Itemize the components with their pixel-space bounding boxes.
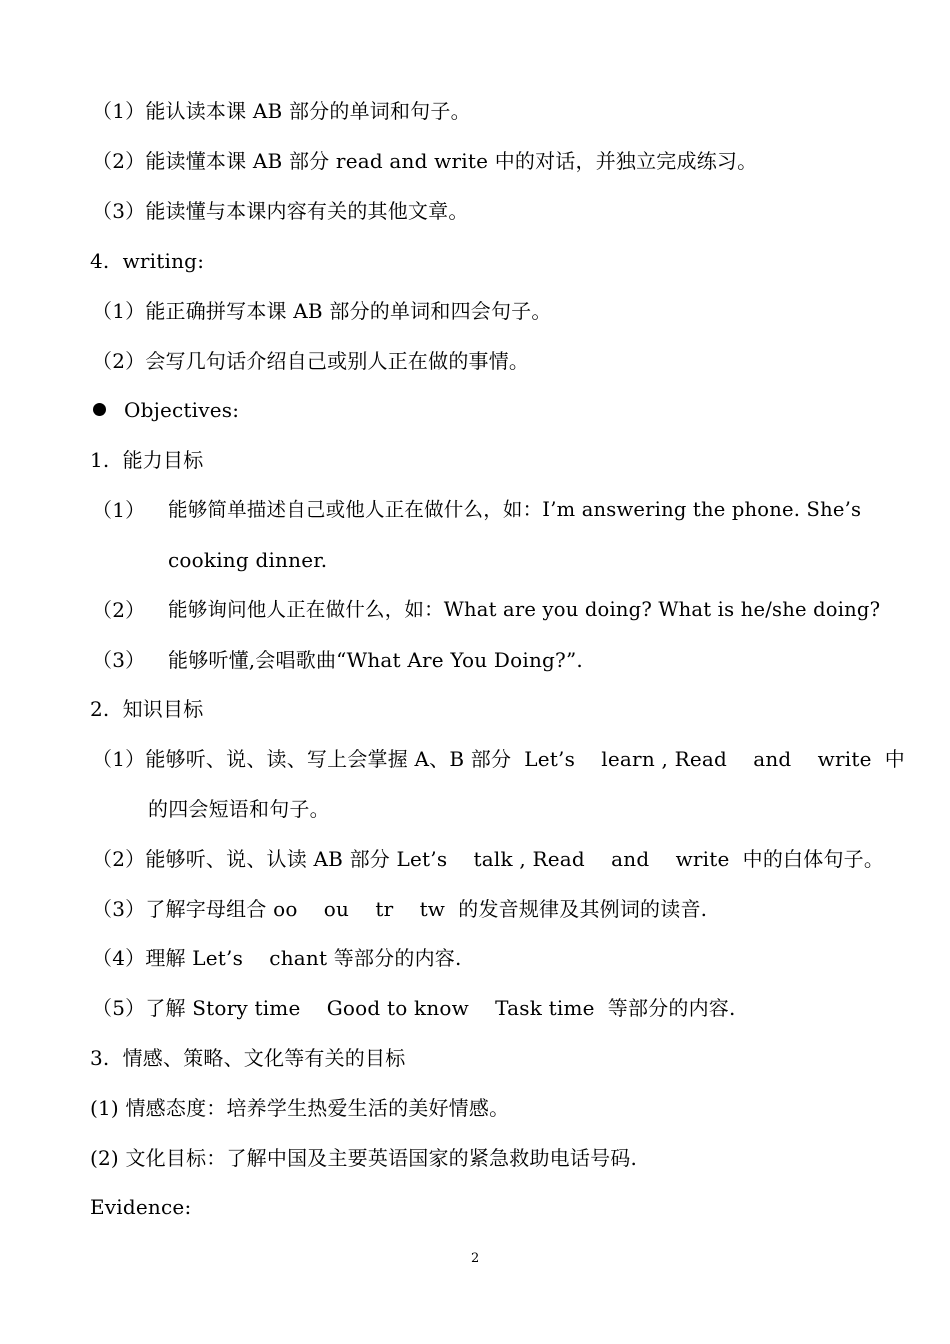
reading-item-3: （3）能读懂与本课内容有关的其他文章。 (92, 199, 469, 223)
ability-item-1-continuation: cooking dinner. (168, 548, 328, 572)
writing-heading: 4. writing: (90, 249, 205, 273)
page-number: 2 (471, 1251, 480, 1266)
affective-goals-heading: 3. 情感、策略、文化等有关的目标 (90, 1046, 406, 1070)
bullet-dot-icon (93, 403, 106, 416)
ability-item-2-text: 能够询问他人正在做什么，如：What are you doing? What is he/she doing? (168, 598, 881, 621)
ability-item-1-marker: （1） (92, 498, 146, 522)
knowledge-item-4: （4）理解 Let’s chant 等部分的内容. (92, 946, 462, 970)
knowledge-item-1: （1）能够听、说、读、写上会掌握 A、B 部分 Let’s learn , Read and write 中 (92, 747, 905, 771)
ability-item-1-text: 能够简单描述自己或他人正在做什么，如：I’m answering the phone. She’s (168, 498, 862, 521)
affective-item-1: (1) 情感态度：培养学生热爱生活的美好情感。 (90, 1096, 510, 1120)
evidence-heading: Evidence: (90, 1195, 192, 1219)
knowledge-item-2: （2）能够听、说、认读 AB 部分 Let’s talk , Read and write 中的白体句子。 (92, 847, 885, 871)
ability-goals-heading: 1. 能力目标 (90, 448, 204, 472)
writing-item-1: （1）能正确拼写本课 AB 部分的单词和四会句子。 (92, 299, 552, 323)
knowledge-item-5: （5）了解 Story time Good to know Task time 等部分的内容. (92, 996, 736, 1020)
ability-item-3-marker: （3） (92, 648, 146, 672)
affective-item-2: (2) 文化目标：了解中国及主要英语国家的紧急救助电话号码. (90, 1146, 638, 1170)
knowledge-item-3: （3）了解字母组合 oo ou tr tw 的发音规律及其例词的读音. (92, 897, 708, 921)
objectives-heading: Objectives: (124, 398, 240, 422)
knowledge-item-1-continuation: 的四会短语和句子。 (148, 797, 330, 821)
reading-item-1: （1）能认读本课 AB 部分的单词和句子。 (92, 99, 471, 123)
knowledge-goals-heading: 2. 知识目标 (90, 697, 204, 721)
writing-item-2: （2）会写几句话介绍自己或别人正在做的事情。 (92, 349, 530, 373)
ability-item-2-marker: （2） (92, 598, 146, 622)
reading-item-2: （2）能读懂本课 AB 部分 read and write 中的对话，并独立完成练习。 (92, 149, 758, 173)
ability-item-3-text: 能够听懂,会唱歌曲“What Are You Doing?”. (168, 648, 583, 672)
